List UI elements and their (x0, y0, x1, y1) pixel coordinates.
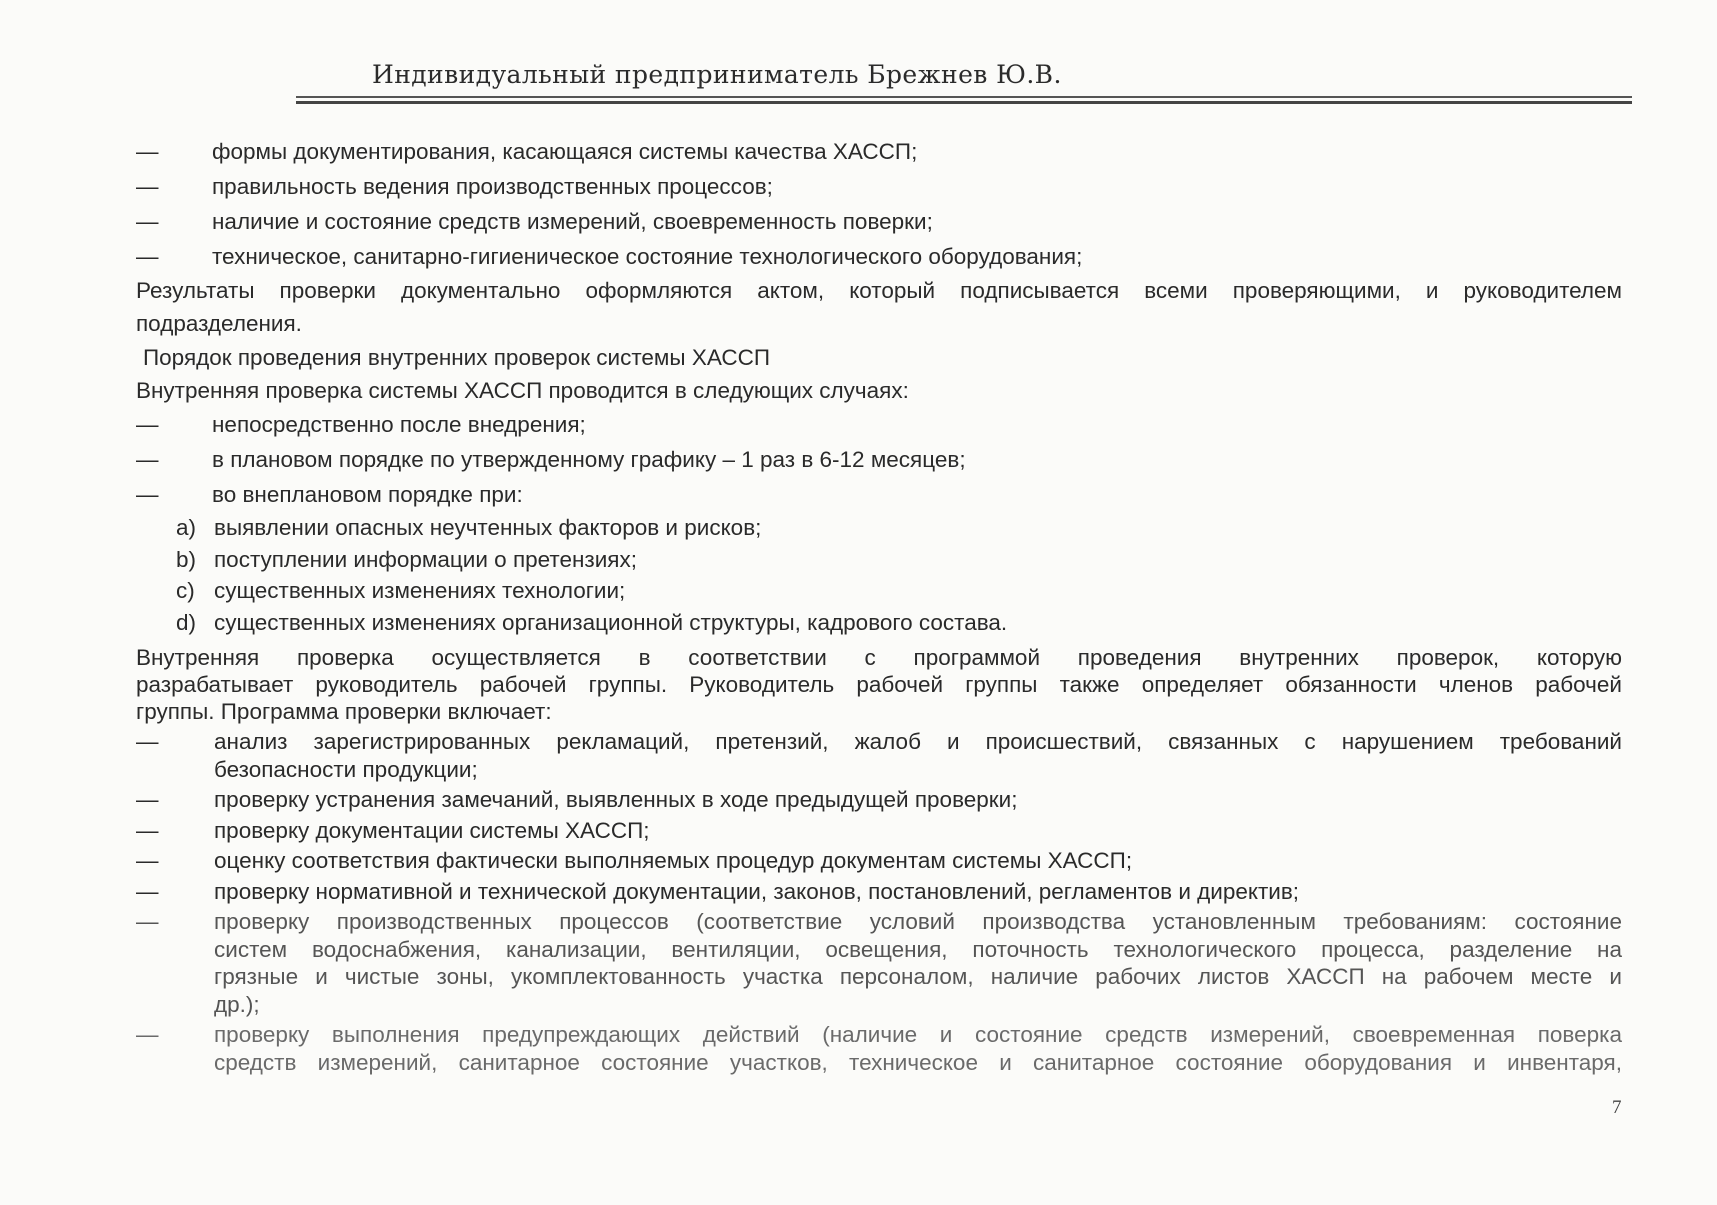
alpha-list-item (136, 544, 1622, 576)
list-item-text: в плановом порядке по утвержденному графику – 1 раз в 6-12 месяцев; (212, 447, 966, 472)
dash-marker: — (136, 482, 159, 507)
list-item (136, 477, 1622, 512)
list-item (136, 169, 1622, 204)
alpha-marker: b) (176, 546, 197, 572)
list-item-line: проверку документации системы ХАССП; (214, 817, 650, 843)
list-item-line: средств измерений, санитарное состояние участков, техническое и санитарное состояние оборудования и инвентаря, (214, 1049, 1622, 1075)
dash-marker: — (136, 139, 159, 164)
list-item (136, 908, 1622, 1018)
dash-marker: — (136, 412, 159, 437)
section-title: Порядок проведения внутренних проверок системы ХАССП (143, 345, 771, 370)
list-item-line: др.); (214, 991, 260, 1017)
dash-marker: — (136, 447, 159, 472)
letterhead-title: Индивидуальный предприниматель Брежнев Ю.В. (372, 60, 1062, 89)
dash-marker: — (136, 787, 159, 812)
alpha-list-item-text: существенных изменениях организационной структуры, кадрового состава. (214, 609, 1008, 635)
list-item (136, 786, 1622, 814)
dash-marker: — (136, 244, 159, 269)
alpha-list-item-text: существенных изменениях технологии; (214, 578, 626, 603)
dash-marker: — (136, 1022, 159, 1047)
list-item (136, 442, 1622, 477)
dash-marker: — (136, 729, 159, 754)
results-paragraph-line: подразделения. (136, 311, 302, 336)
dash-marker: — (136, 817, 159, 843)
list-item-text: техническое, санитарно-гигиеническое состояние технологического оборудования; (212, 244, 1083, 269)
dash-marker: — (136, 209, 159, 234)
alpha-marker: a) (176, 515, 197, 540)
dash-marker: — (136, 174, 159, 199)
dash-marker: — (136, 878, 159, 904)
alpha-list-item (136, 607, 1622, 639)
list-item-text: во внеплановом порядке при: (212, 482, 523, 507)
list-item (136, 817, 1622, 845)
program-paragraph-line: разрабатывает руководитель рабочей группы. Руководитель рабочей группы также определяет обязанности членов рабочей (136, 672, 1622, 697)
alpha-list-item (136, 512, 1622, 544)
letterhead (296, 58, 1632, 104)
list-item (136, 407, 1622, 442)
alpha-list-item (136, 575, 1622, 607)
alpha-list-item-text: выявлении опасных неучтенных факторов и рисков; (214, 515, 762, 540)
program-paragraph (136, 644, 1622, 725)
list-item (136, 1021, 1622, 1076)
letterhead-rule (296, 96, 1632, 104)
document-body (136, 134, 1622, 1076)
dash-marker: — (136, 848, 159, 873)
program-paragraph-line: группы. Программа проверки включает: (136, 699, 552, 724)
list-item-text: наличие и состояние средств измерений, своевременность поверки; (212, 209, 933, 234)
cases-intro: Внутренняя проверка системы ХАССП проводится в следующих случаях: (136, 378, 909, 403)
list-item-line: безопасности продукции; (214, 756, 478, 782)
alpha-marker: d) (176, 609, 197, 635)
list-item-line: проверку устранения замечаний, выявленных в ходе предыдущей проверки; (214, 787, 1018, 812)
list-item-text: правильность ведения производственных процессов; (212, 174, 773, 199)
alpha-marker: c) (176, 578, 195, 603)
results-paragraph-line: Результаты проверки документально оформляются актом, который подписывается всеми проверяющими, и руководителем (136, 278, 1622, 303)
list-item-text: непосредственно после внедрения; (212, 412, 586, 437)
list-item (136, 134, 1622, 169)
list-item (136, 847, 1622, 875)
page-number: 7 (1612, 1097, 1622, 1118)
list-item-line: проверку нормативной и технической документации, законов, постановлений, регламентов и директив; (214, 878, 1300, 904)
list-item-line: проверку производственных процессов (соответствие условий производства установленным требованиям: состояние (214, 909, 1622, 934)
alpha-list-item-text: поступлении информации о претензиях; (214, 546, 637, 572)
list-item-text: формы документирования, касающаяся системы качества ХАССП; (212, 139, 918, 164)
list-item (136, 728, 1622, 783)
dash-marker: — (136, 909, 159, 934)
program-paragraph-line: Внутренняя проверка осуществляется в соответствии с программой проведения внутренних проверок, которую (136, 645, 1622, 670)
list-item-line: проверку выполнения предупреждающих действий (наличие и состояние средств измерений, своевременная поверка (214, 1022, 1622, 1047)
list-item-line: анализ зарегистрированных рекламаций, претензий, жалоб и происшествий, связанных с нарушением требований (214, 729, 1622, 754)
list-item-line: систем водоснабжения, канализации, вентиляции, освещения, поточность технологического процесса, разделение на (214, 936, 1622, 962)
list-item (136, 878, 1622, 906)
list-item (136, 204, 1622, 239)
list-item-line: оценку соответствия фактически выполняемых процедур документам системы ХАССП; (214, 848, 1133, 873)
list-item-line: грязные и чистые зоны, укомплектованность участка персоналом, наличие рабочих листов ХАССП на рабочем месте и (214, 964, 1622, 989)
list-item (136, 239, 1622, 274)
